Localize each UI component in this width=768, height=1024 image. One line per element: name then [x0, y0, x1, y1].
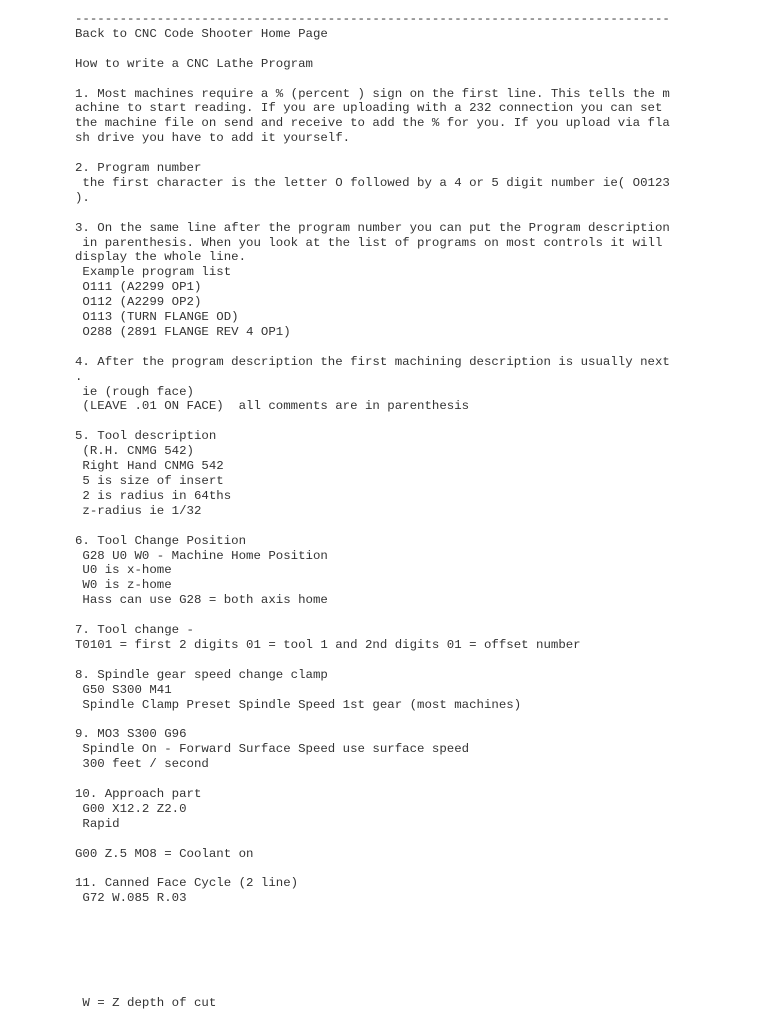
- section-line: (R.H. CNMG 542): [75, 444, 194, 459]
- section-line: 3. On the same line after the program number you can put the Program description: [75, 220, 670, 235]
- section-s9: [75, 727, 745, 772]
- section-line: the first character is the letter O followed by a 4 or 5 digit number ie( O0123: [75, 175, 670, 190]
- section-s2: [75, 161, 745, 206]
- section-line: 1. Most machines require a % (percent ) sign on the first line. This tells the m: [75, 86, 670, 101]
- section-line: 4. After the program description the first machining description is usually next: [75, 354, 670, 369]
- section-line: G00 X12.2 Z2.0: [75, 801, 187, 816]
- spacer: [75, 608, 745, 623]
- section-line: U0 is x-home: [75, 563, 172, 578]
- section-line: 10. Approach part: [75, 786, 202, 801]
- section-line: T0101 = first 2 digits 01 = tool 1 and 2nd digits 01 = offset number: [75, 637, 581, 652]
- spacer: [75, 72, 745, 87]
- section-line: O113 (TURN FLANGE OD): [75, 310, 239, 325]
- document-body: [75, 12, 745, 1010]
- spacer: [75, 832, 745, 847]
- section-line: 6. Tool Change Position: [75, 533, 247, 548]
- section-line: Spindle Clamp Preset Spindle Speed 1st gear (most machines): [75, 697, 522, 712]
- section-line: the machine file on send and receive to add the % for you. If you upload via fla: [75, 116, 670, 131]
- section-line: .: [75, 369, 83, 384]
- section-line: (LEAVE .01 ON FACE) all comments are in parenthesis: [75, 399, 470, 414]
- section-line: sh drive you have to add it yourself.: [75, 131, 351, 146]
- section-line: in parenthesis. When you look at the list of programs on most controls it will: [75, 235, 663, 250]
- section-line: 5. Tool description: [75, 429, 217, 444]
- section-s1: [75, 87, 745, 147]
- separator-line: --------------------------------------------------------------------------------: [75, 12, 670, 26]
- spacer: [75, 861, 745, 876]
- section-line: 7. Tool change -: [75, 623, 194, 638]
- spacer: [75, 206, 745, 221]
- section-line: 2 is radius in 64ths: [75, 488, 232, 503]
- section-line: 5 is size of insert: [75, 474, 224, 488]
- home-page-link[interactable]: Back to CNC Code Shooter Home Page: [75, 26, 328, 41]
- spacer: [75, 519, 745, 534]
- instruction-sections: [75, 87, 745, 907]
- section-line: ).: [75, 190, 90, 205]
- spacer: [75, 42, 745, 57]
- section-line: O112 (A2299 OP2): [75, 295, 202, 310]
- section-line: G50 S300 M41: [75, 682, 172, 697]
- section-line: G72 W.085 R.03: [75, 891, 187, 906]
- section-s4: [75, 355, 745, 415]
- section-line: G00 Z.5 MO8 = Coolant on: [75, 846, 254, 861]
- section-line: Spindle On - Forward Surface Speed use surface speed: [75, 742, 470, 757]
- section-s10: [75, 787, 745, 832]
- section-line: achine to start reading. If you are uploading with a 232 connection you can set: [75, 101, 663, 116]
- spacer: [75, 712, 745, 727]
- section-s6: [75, 534, 745, 609]
- section-line: ie (rough face): [75, 384, 194, 399]
- section-s8: [75, 668, 745, 713]
- section-s10b: [75, 847, 745, 862]
- page-title: How to write a CNC Lathe Program: [75, 56, 313, 71]
- section-s11: [75, 876, 745, 906]
- section-line: G28 U0 W0 - Machine Home Position: [75, 548, 328, 563]
- spacer: [75, 340, 745, 355]
- section-line: 9. MO3 S300 G96: [75, 727, 187, 742]
- section-line: O288 (2891 FLANGE REV 4 OP1): [75, 324, 291, 339]
- section-line: display the whole line.: [75, 250, 247, 265]
- section-s7: [75, 623, 745, 653]
- section-line: O111 (A2299 OP1): [75, 280, 202, 295]
- section-line: 2. Program number: [75, 161, 202, 176]
- section-line: Rapid: [75, 816, 120, 831]
- section-line: W0 is z-home: [75, 578, 172, 593]
- spacer: [75, 906, 745, 995]
- spacer: [75, 146, 745, 161]
- spacer: [75, 772, 745, 787]
- section-line: Example program list: [75, 265, 232, 280]
- section-line: 300 feet / second: [75, 757, 209, 772]
- section-line: Right Hand CNMG 542: [75, 459, 224, 474]
- trailing-line: W = Z depth of cut: [75, 995, 217, 1010]
- section-s3: [75, 221, 745, 340]
- section-line: 8. Spindle gear speed change clamp: [75, 667, 328, 682]
- section-s5: [75, 429, 745, 518]
- section-line: Hass can use G28 = both axis home: [75, 593, 328, 608]
- spacer: [75, 653, 745, 668]
- spacer: [75, 414, 745, 429]
- section-line: 11. Canned Face Cycle (2 line): [75, 876, 299, 891]
- section-line: z-radius ie 1/32: [75, 503, 202, 518]
